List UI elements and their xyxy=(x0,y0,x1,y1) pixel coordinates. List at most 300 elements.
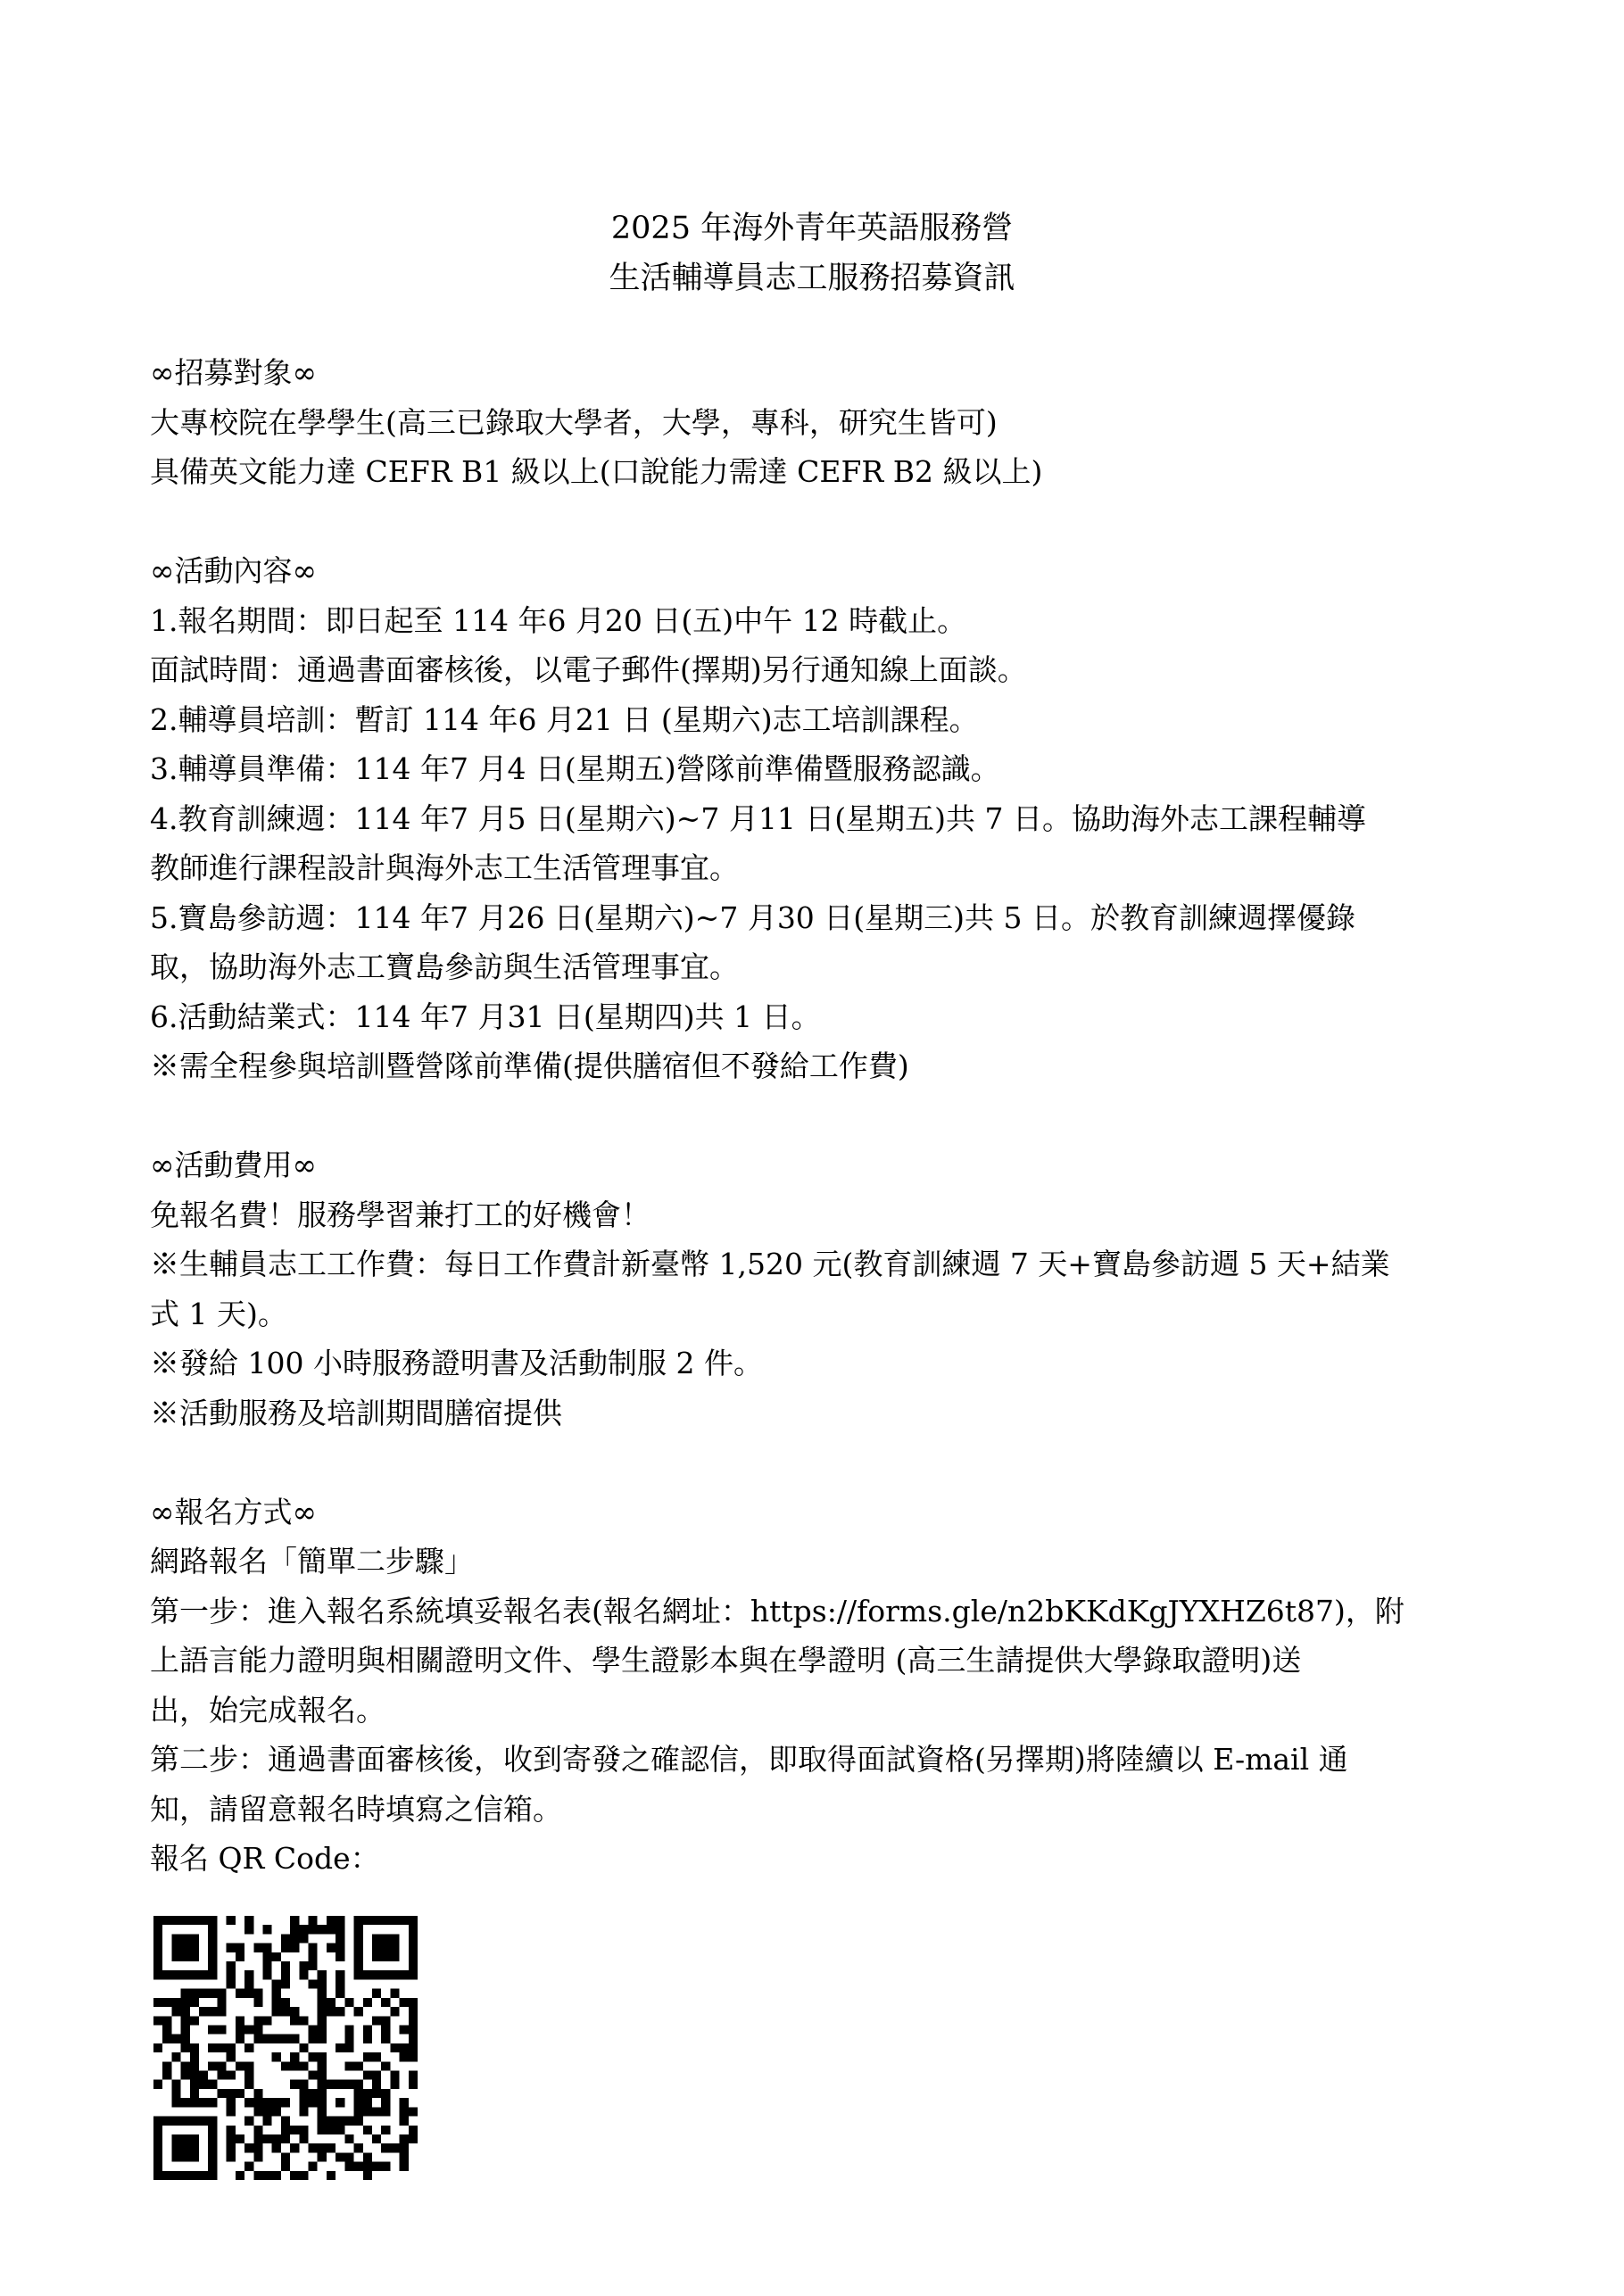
qr-module xyxy=(354,1944,363,1952)
qr-module xyxy=(208,1934,217,1943)
qr-module xyxy=(318,1970,327,1979)
qr-module xyxy=(336,2126,344,2134)
qr-module xyxy=(381,1916,390,1925)
qr-module xyxy=(290,2143,299,2152)
qr-module xyxy=(171,2035,180,2043)
qr-module xyxy=(190,2089,199,2098)
qr-module xyxy=(409,2007,418,2016)
qr-module xyxy=(318,2016,327,2025)
qr-module xyxy=(363,2107,372,2116)
qr-module xyxy=(363,2171,372,2180)
qr-module xyxy=(162,2035,171,2043)
qr-module xyxy=(400,2107,409,2116)
section-heading-fee: ∞活動費用∞ xyxy=(150,1148,317,1182)
qr-module xyxy=(354,2080,363,2089)
qr-module xyxy=(272,2134,281,2143)
qr-module xyxy=(363,1998,372,2007)
qr-module xyxy=(171,1944,180,1952)
qr-module xyxy=(236,2016,244,2025)
qr-module xyxy=(390,2043,399,2052)
qr-module xyxy=(244,1925,253,1934)
qr-module xyxy=(299,2089,308,2098)
qr-module xyxy=(290,2171,299,2180)
qr-module xyxy=(309,1952,318,1961)
qr-module xyxy=(227,2143,236,2152)
title-line-2: 生活輔導員志工服務招募資訊 xyxy=(609,261,1015,296)
qr-module xyxy=(217,2007,226,2016)
qr-module xyxy=(344,2025,353,2034)
signup-line: 知，請留意報名時填寫之信箱。 xyxy=(150,1791,562,1827)
qr-module xyxy=(227,2152,236,2161)
qr-module xyxy=(381,1970,390,1979)
qr-module xyxy=(217,1998,226,2007)
qr-module xyxy=(381,2162,390,2171)
qr-module xyxy=(344,2080,353,2089)
qr-module xyxy=(181,2071,190,2080)
qr-module xyxy=(190,2117,199,2126)
qr-module xyxy=(344,1998,353,2007)
qr-module xyxy=(290,2126,299,2134)
qr-module xyxy=(153,2016,162,2025)
qr-module xyxy=(262,2098,271,2107)
qr-module xyxy=(244,2162,253,2171)
qr-module xyxy=(354,2107,363,2116)
qr-module xyxy=(162,2117,171,2126)
qr-code-label: 報名 QR Code： xyxy=(150,1841,380,1876)
qr-module xyxy=(318,2126,327,2134)
qr-module xyxy=(336,2080,344,2089)
qr-module xyxy=(190,2152,199,2161)
qr-module xyxy=(227,2071,236,2080)
signup-line: 網路報名「簡單二步驟」 xyxy=(150,1544,474,1579)
qr-module xyxy=(381,2035,390,2043)
qr-module xyxy=(153,1944,162,1952)
qr-module xyxy=(281,1979,290,1988)
qr-module xyxy=(171,2152,180,2161)
qr-module xyxy=(400,1970,409,1979)
qr-module xyxy=(281,1944,290,1952)
qr-module xyxy=(253,2098,262,2107)
qr-module xyxy=(318,1925,327,1934)
qr-module xyxy=(217,2025,226,2034)
qr-module xyxy=(409,1934,418,1943)
qr-module xyxy=(162,1998,171,2007)
qr-module xyxy=(390,1934,399,1943)
qr-module xyxy=(309,2089,318,2098)
qr-module xyxy=(400,2117,409,2126)
qr-module xyxy=(227,2089,236,2098)
qr-module xyxy=(390,2080,399,2089)
qr-module xyxy=(290,2061,299,2070)
qr-module xyxy=(153,2162,162,2171)
qr-module xyxy=(153,1916,162,1925)
qr-module xyxy=(171,2098,180,2107)
qr-module xyxy=(344,2061,353,2070)
qr-module xyxy=(400,2025,409,2034)
qr-module xyxy=(190,1934,199,1943)
qr-module xyxy=(171,1934,180,1943)
qr-module xyxy=(409,1952,418,1961)
qr-module xyxy=(327,1916,336,1925)
qr-module xyxy=(217,2061,226,2070)
qr-module xyxy=(336,1970,344,1979)
signup-line: 出，始完成報名。 xyxy=(150,1692,385,1728)
qr-module xyxy=(390,2071,399,2080)
qr-module xyxy=(162,2071,171,2080)
qr-module xyxy=(262,1925,271,1934)
qr-module xyxy=(281,1934,290,1943)
activity-line: 6.活動結業式：114 年7 月31 日(星期四)共 1 日。 xyxy=(150,999,821,1034)
qr-module xyxy=(336,1989,344,1998)
section-spacer xyxy=(150,1091,1488,1141)
qr-module xyxy=(236,2134,244,2143)
qr-module xyxy=(162,2171,171,2180)
qr-module xyxy=(409,2016,418,2025)
document-body xyxy=(150,348,1488,1884)
qr-module xyxy=(199,2071,208,2080)
qr-module xyxy=(190,1916,199,1925)
qr-module xyxy=(208,2171,217,2180)
qr-module xyxy=(372,1916,381,1925)
qr-module xyxy=(336,1934,344,1943)
qr-module xyxy=(236,2089,244,2098)
qr-module xyxy=(253,1944,262,1952)
qr-module xyxy=(309,2071,318,2080)
qr-module xyxy=(372,2052,381,2061)
qr-module xyxy=(181,1952,190,1961)
qr-module xyxy=(400,1998,409,2007)
qr-module xyxy=(244,2117,253,2126)
qr-module xyxy=(290,1934,299,1943)
qr-module xyxy=(244,2043,253,2052)
qr-module xyxy=(318,2071,327,2080)
qr-module xyxy=(253,2143,262,2152)
qr-module xyxy=(181,1970,190,1979)
qr-module xyxy=(171,2134,180,2143)
qr-module xyxy=(262,2107,271,2116)
qr-module xyxy=(181,2143,190,2152)
activity-line: 5.寶島參訪週：114 年7 月26 日(星期六)~7 月30 日(星期三)共 5 日。於教育訓練週擇優錄 xyxy=(150,899,1356,935)
qr-module xyxy=(217,2089,226,2098)
document-title xyxy=(0,203,1624,303)
qr-module xyxy=(381,2143,390,2152)
qr-module xyxy=(171,2171,180,2180)
qr-module xyxy=(290,1944,299,1952)
signup-qr-code[interactable] xyxy=(153,1916,418,2180)
qr-module xyxy=(381,1998,390,2007)
qr-module xyxy=(400,2152,409,2161)
qr-module xyxy=(354,1925,363,1934)
qr-module xyxy=(281,2098,290,2107)
qr-module xyxy=(409,1944,418,1952)
qr-module xyxy=(162,2016,171,2025)
qr-module xyxy=(327,2143,336,2152)
qr-module xyxy=(409,2134,418,2143)
qr-module xyxy=(409,2035,418,2043)
qr-module xyxy=(236,1944,244,1952)
qr-module xyxy=(299,1934,308,1943)
qr-module xyxy=(181,1998,190,2007)
qr-module xyxy=(381,2089,390,2098)
qr-module xyxy=(208,2152,217,2161)
section-signup xyxy=(150,1488,1488,1884)
qr-module xyxy=(381,2126,390,2134)
qr-module xyxy=(272,2171,281,2180)
qr-module xyxy=(162,1970,171,1979)
qr-module xyxy=(244,2061,253,2070)
qr-module xyxy=(400,2162,409,2171)
qr-module xyxy=(381,1952,390,1961)
qr-module xyxy=(390,1944,399,1952)
qr-module xyxy=(381,2016,390,2025)
qr-module xyxy=(171,1970,180,1979)
qr-module xyxy=(409,1916,418,1925)
qr-module xyxy=(309,1925,318,1934)
qr-module xyxy=(290,2007,299,2016)
qr-module xyxy=(344,2162,353,2171)
qr-module xyxy=(272,1989,281,1998)
qr-module xyxy=(309,2162,318,2171)
qr-module xyxy=(336,1944,344,1952)
qr-module xyxy=(290,1916,299,1925)
qr-module xyxy=(208,2043,217,2052)
qr-module xyxy=(318,2052,327,2061)
section-recruit xyxy=(150,348,1488,497)
qr-module xyxy=(409,2052,418,2061)
qr-module xyxy=(227,2126,236,2134)
qr-module xyxy=(318,2117,327,2126)
qr-module xyxy=(181,2117,190,2126)
fee-line: ※生輔員志工工作費：每日工作費計新臺幣 1,520 元(教育訓練週 7 天+寶島參訪週 5 天+結業 xyxy=(150,1247,1390,1281)
qr-module xyxy=(400,2143,409,2152)
qr-module xyxy=(336,1916,344,1925)
qr-module xyxy=(299,2171,308,2180)
qr-module xyxy=(190,1970,199,1979)
qr-module xyxy=(208,2126,217,2134)
qr-module xyxy=(208,1961,217,1970)
qr-module xyxy=(208,2080,217,2089)
qr-module xyxy=(227,1961,236,1970)
qr-module xyxy=(244,1979,253,1988)
activity-line: 面試時間：通過書面審核後，以電子郵件(擇期)另行通知線上面談。 xyxy=(150,652,1027,687)
qr-module xyxy=(272,2007,281,2016)
qr-module xyxy=(227,2052,236,2061)
qr-module xyxy=(208,1989,217,1998)
qr-module xyxy=(354,2061,363,2070)
qr-module xyxy=(363,1916,372,1925)
qr-module xyxy=(162,2025,171,2034)
qr-module xyxy=(190,2052,199,2061)
recruit-line: 具備英文能力達 CEFR B1 級以上(口說能力需達 CEFR B2 級以上) xyxy=(150,454,1043,489)
qr-module xyxy=(354,1934,363,1943)
qr-module xyxy=(190,2016,199,2025)
qr-module xyxy=(318,2061,327,2070)
qr-module xyxy=(208,2098,217,2107)
qr-module xyxy=(318,2035,327,2043)
qr-module xyxy=(344,2152,353,2161)
qr-module xyxy=(281,2152,290,2161)
qr-module xyxy=(372,2162,381,2171)
qr-module xyxy=(336,2043,344,2052)
qr-module xyxy=(190,2134,199,2143)
qr-module xyxy=(336,1979,344,1988)
qr-module xyxy=(272,1998,281,2007)
activity-line: 2.輔導員培訓：暫訂 114 年6 月21 日 (星期六)志工培訓課程。 xyxy=(150,701,979,737)
qr-module xyxy=(372,1989,381,1998)
qr-module xyxy=(363,2025,372,2034)
qr-module xyxy=(199,1916,208,1925)
qr-module xyxy=(299,2016,308,2025)
qr-module xyxy=(262,1952,271,1961)
qr-module xyxy=(153,2143,162,2152)
qr-module xyxy=(227,1944,236,1952)
qr-module xyxy=(363,1970,372,1979)
qr-module xyxy=(181,1989,190,1998)
qr-module xyxy=(227,2043,236,2052)
qr-module xyxy=(253,2016,262,2025)
qr-module xyxy=(253,2171,262,2180)
qr-module xyxy=(208,2061,217,2070)
qr-module xyxy=(153,2126,162,2134)
qr-module xyxy=(190,2071,199,2080)
qr-module xyxy=(208,1944,217,1952)
qr-module xyxy=(153,2134,162,2143)
qr-module xyxy=(336,2007,344,2016)
qr-module xyxy=(318,2080,327,2089)
qr-module xyxy=(171,2117,180,2126)
qr-module xyxy=(236,1989,244,1998)
qr-module xyxy=(253,1998,262,2007)
qr-module xyxy=(344,2043,353,2052)
qr-module xyxy=(281,2007,290,2016)
qr-module xyxy=(336,1952,344,1961)
qr-module xyxy=(244,1970,253,1979)
section-fee xyxy=(150,1140,1488,1438)
qr-module xyxy=(409,1961,418,1970)
qr-module xyxy=(390,1970,399,1979)
qr-module xyxy=(409,2080,418,2089)
qr-module xyxy=(272,2107,281,2116)
qr-module xyxy=(227,1970,236,1979)
qr-module xyxy=(354,1916,363,1925)
qr-module xyxy=(190,2171,199,2180)
qr-module xyxy=(190,2080,199,2089)
qr-module xyxy=(244,2098,253,2107)
qr-module xyxy=(208,1925,217,1934)
qr-module xyxy=(290,2016,299,2025)
recruit-line: 大專校院在學學生(高三已錄取大學者，大學，專科，研究生皆可) xyxy=(150,404,998,440)
qr-module xyxy=(153,2043,162,2052)
qr-module xyxy=(318,1989,327,1998)
qr-module xyxy=(262,2016,271,2025)
qr-module xyxy=(354,1970,363,1979)
qr-module xyxy=(171,2007,180,2016)
fee-line: 免報名費！服務學習兼打工的好機會！ xyxy=(150,1197,650,1232)
qr-module xyxy=(318,2152,327,2161)
qr-module xyxy=(281,1961,290,1970)
qr-module xyxy=(281,1970,290,1979)
qr-module xyxy=(262,1970,271,1979)
qr-module xyxy=(327,2126,336,2134)
qr-module xyxy=(354,2089,363,2098)
qr-module xyxy=(208,1952,217,1961)
qr-module xyxy=(171,2080,180,2089)
qr-module xyxy=(318,2143,327,2152)
qr-module xyxy=(299,2098,308,2107)
qr-module xyxy=(171,2143,180,2152)
qr-module xyxy=(372,2016,381,2025)
qr-module xyxy=(327,2117,336,2126)
qr-module xyxy=(253,2089,262,2098)
qr-module xyxy=(363,2052,372,2061)
qr-module xyxy=(253,2107,262,2116)
qr-module xyxy=(363,2098,372,2107)
qr-module xyxy=(281,2134,290,2143)
qr-module xyxy=(299,1961,308,1970)
qr-module xyxy=(354,2143,363,2152)
qr-module xyxy=(236,2171,244,2180)
qr-module xyxy=(281,1998,290,2007)
qr-module xyxy=(372,1970,381,1979)
activity-line: 取，協助海外志工寶島參訪與生活管理事宜。 xyxy=(150,949,739,984)
qr-module xyxy=(244,2071,253,2080)
qr-module xyxy=(354,1952,363,1961)
activity-note: ※需全程參與培訓暨營隊前準備(提供膳宿但不發給工作費) xyxy=(150,1049,909,1083)
qr-module xyxy=(181,2016,190,2025)
qr-module xyxy=(199,1989,208,1998)
qr-module xyxy=(236,2025,244,2034)
qr-module xyxy=(318,2089,327,2098)
qr-module xyxy=(299,2107,308,2116)
qr-module xyxy=(181,2098,190,2107)
qr-module xyxy=(354,2117,363,2126)
qr-module xyxy=(199,2117,208,2126)
qr-module xyxy=(400,1916,409,1925)
qr-module xyxy=(253,1989,262,1998)
qr-module xyxy=(227,1916,236,1925)
qr-module xyxy=(244,1989,253,1998)
qr-module xyxy=(290,2052,299,2061)
qr-module xyxy=(363,2126,372,2134)
qr-module xyxy=(199,2080,208,2089)
qr-module xyxy=(244,2080,253,2089)
qr-module xyxy=(153,2171,162,2180)
signup-step-two: 第二步：通過書面審核後，收到寄發之確認信，即取得面試資格(另擇期)將陸續以 E-mail 通 xyxy=(150,1742,1348,1777)
qr-module xyxy=(363,2071,372,2080)
qr-module xyxy=(409,1925,418,1934)
qr-module xyxy=(336,2152,344,2161)
qr-module xyxy=(400,2098,409,2107)
qr-module xyxy=(171,1998,180,2007)
qr-module xyxy=(327,1925,336,1934)
section-heading-signup: ∞報名方式∞ xyxy=(150,1494,317,1529)
qr-module xyxy=(409,2071,418,2080)
qr-module xyxy=(318,1979,327,1988)
qr-module xyxy=(309,2098,318,2107)
qr-module xyxy=(190,1998,199,2007)
qr-module xyxy=(309,2052,318,2061)
qr-module xyxy=(354,1961,363,1970)
qr-module xyxy=(409,1970,418,1979)
qr-module xyxy=(262,2117,271,2126)
qr-module xyxy=(208,2134,217,2143)
qr-module xyxy=(272,2052,281,2061)
qr-module xyxy=(409,1998,418,2007)
qr-module xyxy=(181,2043,190,2052)
qr-module xyxy=(299,2134,308,2143)
qr-module xyxy=(318,2025,327,2034)
qr-module xyxy=(309,1944,318,1952)
